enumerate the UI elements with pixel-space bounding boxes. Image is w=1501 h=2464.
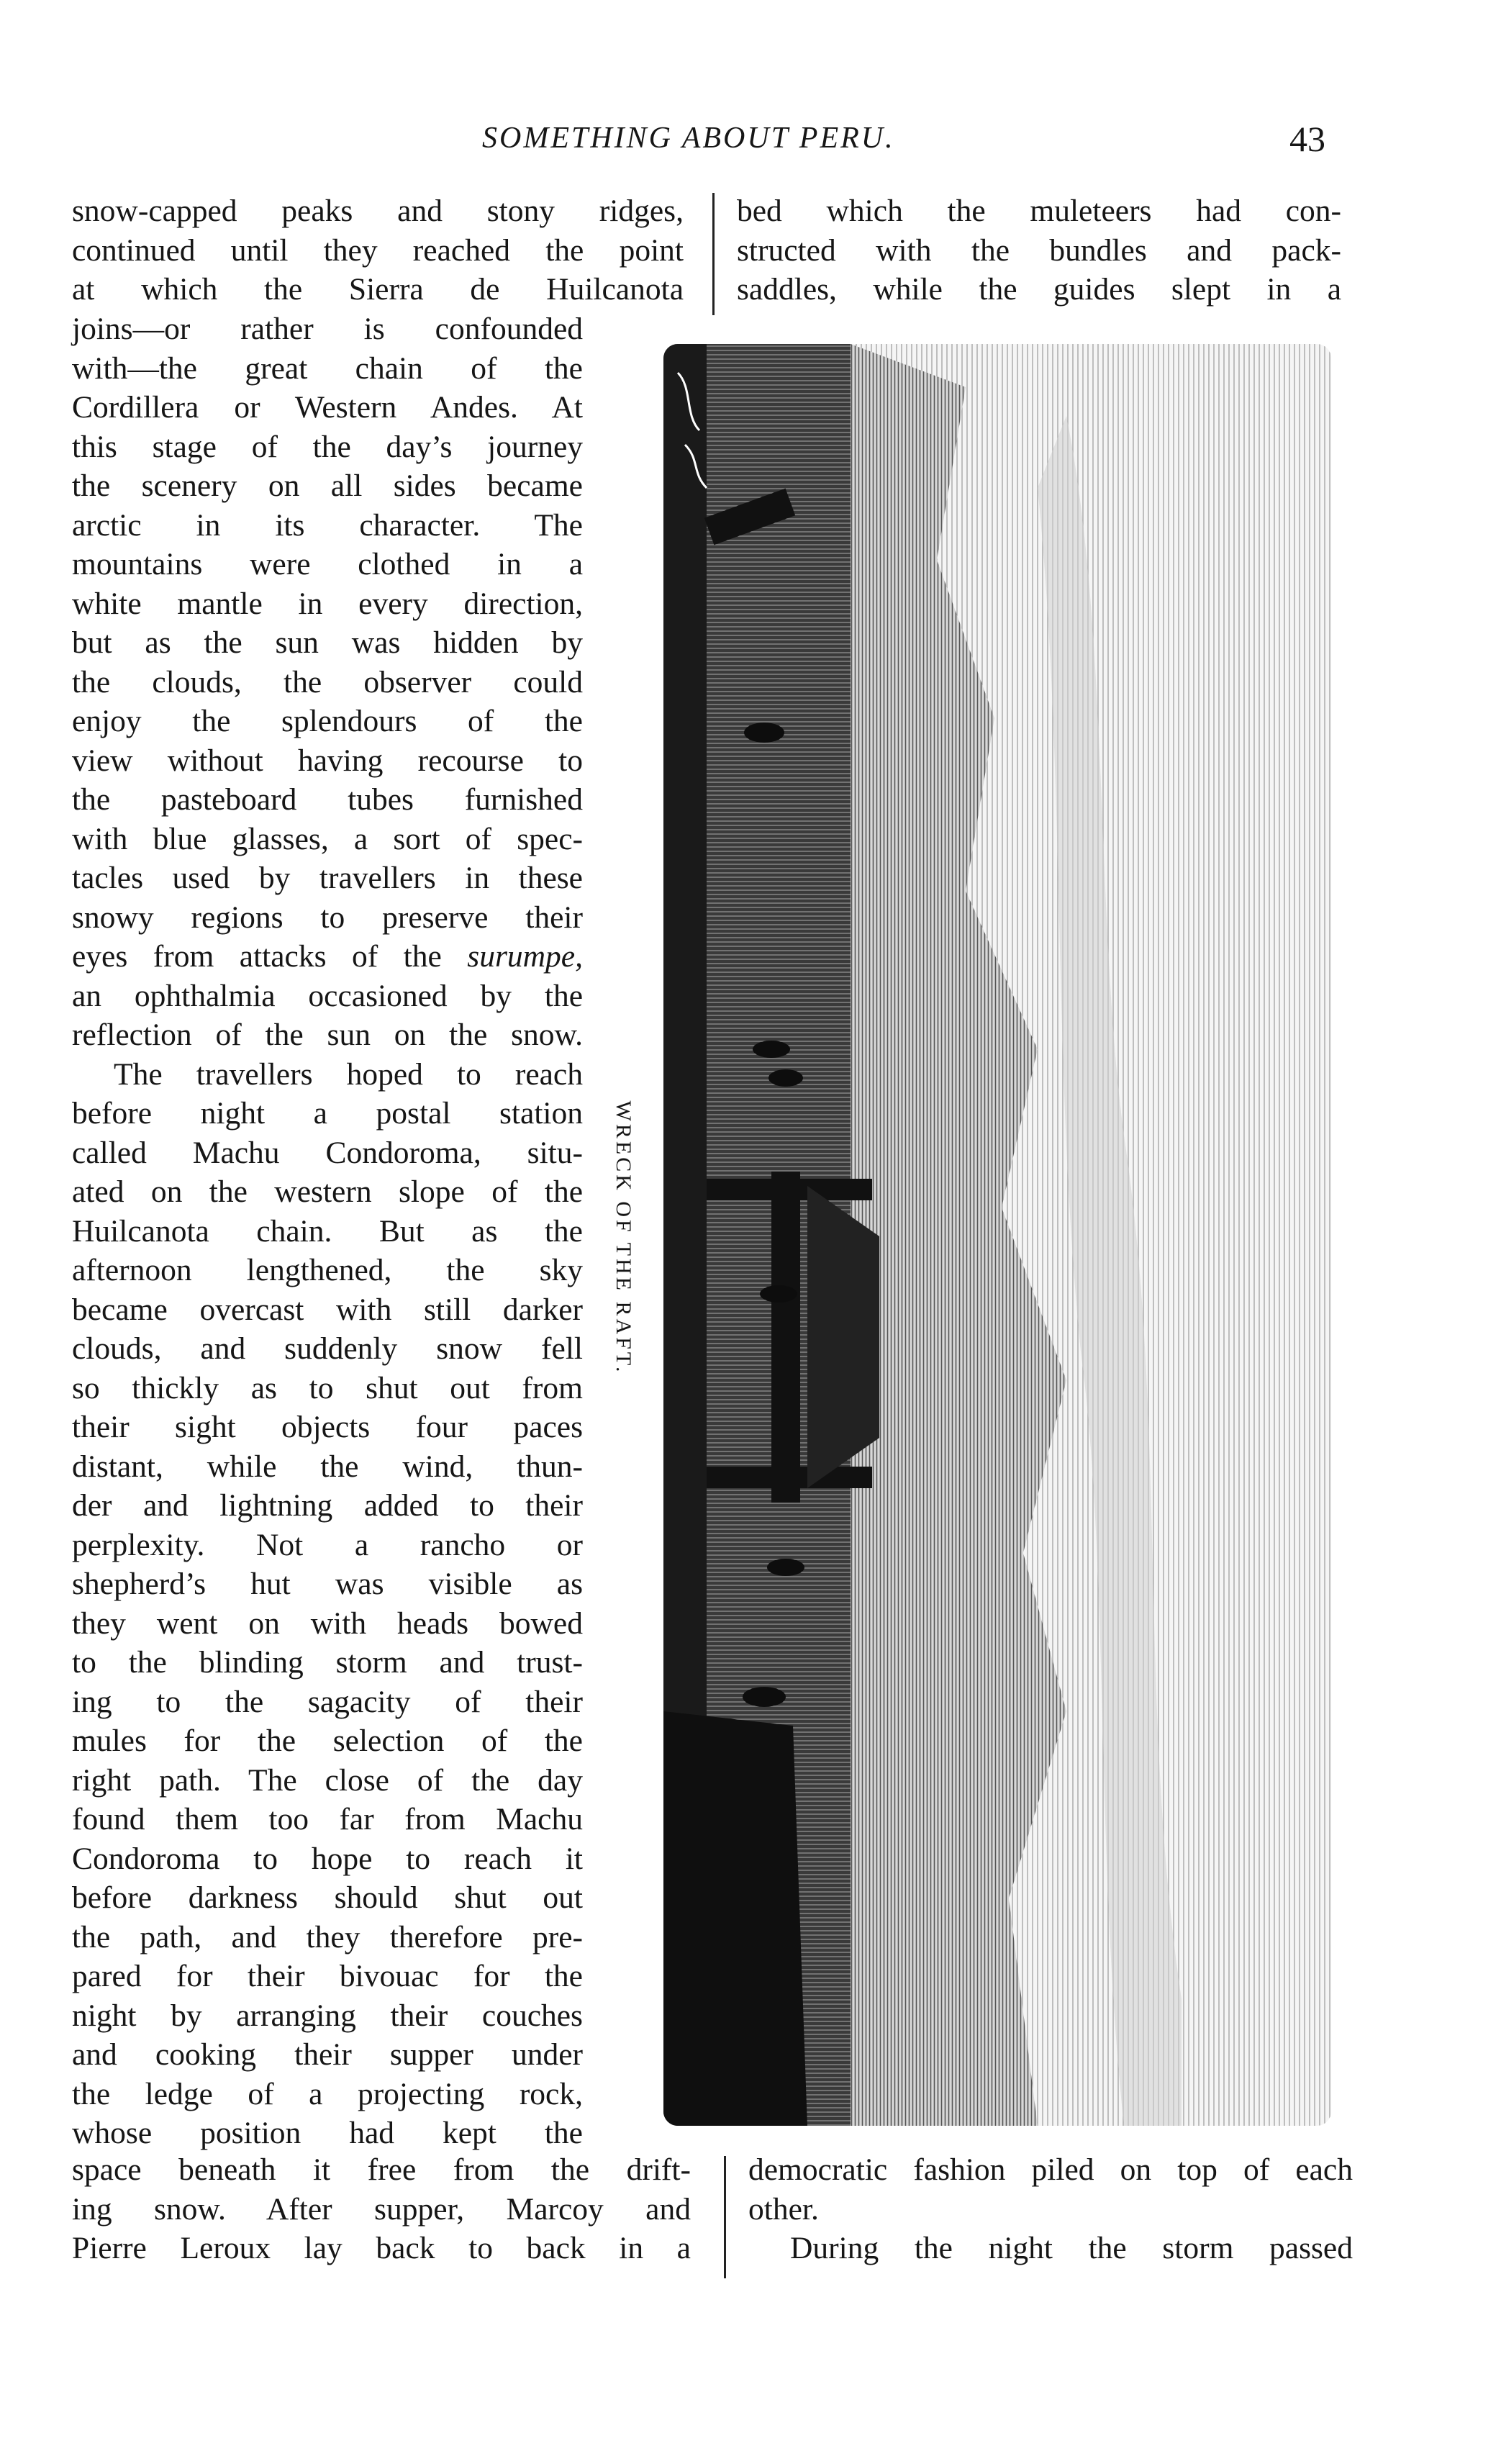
wreck-of-the-raft-engraving <box>663 344 1331 2126</box>
column-divider <box>712 193 715 315</box>
text-line: the pasteboard tubes furnished <box>72 782 583 817</box>
text-line: before darkness should shut out <box>72 1880 583 1915</box>
text-line: with blue glasses, a sort of spec- <box>72 821 583 856</box>
text-line: mountains were clothed in a <box>72 547 583 581</box>
right-column-top <box>737 191 1341 309</box>
text-line: the scenery on all sides became <box>72 468 583 503</box>
text-line: structed with the bundles and pack- <box>737 232 1341 268</box>
text-line: continued until they reached the point <box>72 232 684 268</box>
text-line: this stage of the day’s journey <box>72 429 583 464</box>
text-line: democratic fashion piled on top of each <box>748 2152 1353 2187</box>
text-line: Huilcanota chain. But as the <box>72 1213 583 1249</box>
paragraph-start-line: During the night the storm passed <box>790 2231 1353 2265</box>
text-line: night by arranging their couches <box>72 1998 583 2033</box>
left-column-top <box>72 191 684 309</box>
column-divider <box>724 2156 726 2278</box>
text-line: before night a postal station <box>72 1096 583 1131</box>
text-line: Cordillera or Western Andes. At <box>72 390 583 425</box>
text-line: ing snow. After supper, Marcoy and <box>72 2191 691 2227</box>
running-header <box>0 121 1501 164</box>
raft-canopy <box>807 1186 879 1488</box>
text-line: found them too far from Machu <box>72 1802 583 1836</box>
illustration-caption-box <box>609 1072 638 1403</box>
illustration-caption: WRECK OF THE RAFT. <box>612 1100 635 1375</box>
italic-term: surumpe, <box>467 939 583 974</box>
text-line: Pierre Leroux lay back to back in a <box>72 2231 691 2265</box>
figure <box>768 1069 803 1087</box>
text-line: they went on with heads bowed <box>72 1605 583 1641</box>
left-column-bottom <box>72 2150 691 2268</box>
text-line: arctic in its character. The <box>72 507 583 543</box>
running-title: SOMETHING ABOUT PERU. <box>482 122 895 155</box>
text-line: the path, and they therefore pre- <box>72 1919 583 1955</box>
page-number: 43 <box>1289 119 1325 159</box>
text-line: bed which the muleteers had con- <box>737 194 1341 228</box>
text-line: at which the Sierra de Huilcanota <box>72 272 684 307</box>
text-line: became overcast with still darker <box>72 1292 583 1327</box>
text-line: and cooking their supper under <box>72 2037 583 2072</box>
text-line: space beneath it free from the drift- <box>72 2152 691 2187</box>
text-line-with-italic <box>72 937 583 977</box>
text-line: but as the sun was hidden by <box>72 625 583 660</box>
text-line: so thickly as to shut out from <box>72 1370 583 1405</box>
text-line: view without having recourse to <box>72 743 583 778</box>
text-line: enjoy the splendours of the <box>72 704 583 738</box>
text-line: shepherd’s hut was visible as <box>72 1567 583 1601</box>
figure <box>753 1041 790 1058</box>
text-line: der and lightning added to their <box>72 1488 583 1523</box>
text-line: snow-capped peaks and stony ridges, <box>72 194 684 228</box>
text-line: pared for their bivouac for the <box>72 1959 583 1993</box>
text-line: the ledge of a projecting rock, <box>72 2076 583 2111</box>
text-line: reflection of the sun on the snow. <box>72 1018 583 1052</box>
text-line: right path. The close of the day <box>72 1762 583 1798</box>
foreground-rocks <box>663 1711 807 2126</box>
paragraph-start-line: The travellers hoped to reach <box>114 1056 583 1092</box>
text-line: perplexity. Not a rancho or <box>72 1527 583 1562</box>
right-column-bottom <box>748 2150 1353 2268</box>
text-line: mules for the selection of the <box>72 1724 583 1758</box>
text-line: with—the great chain of the <box>72 350 583 386</box>
text-line: clouds, and suddenly snow fell <box>72 1331 583 1366</box>
text-line: Condoroma to hope to reach it <box>72 1841 583 1876</box>
text-line: an ophthalmia occasioned by the <box>72 978 583 1013</box>
text-line: white mantle in every direction, <box>72 586 583 621</box>
text-line: ated on the western slope of the <box>72 1174 583 1209</box>
figure <box>743 1687 786 1707</box>
text-line: snowy regions to preserve their <box>72 900 583 935</box>
text-line: whose position had kept the <box>72 2116 583 2150</box>
figure <box>767 1559 804 1576</box>
raft-deck <box>771 1172 800 1503</box>
text-line-short: other. <box>748 2191 819 2227</box>
left-column-narrow <box>72 309 583 2153</box>
text-line: joins—or rather is confounded <box>72 312 583 346</box>
figure <box>744 723 784 743</box>
figure <box>760 1285 797 1303</box>
engraving-svg <box>663 344 1331 2126</box>
text-line: saddles, while the guides slept in a <box>737 272 1341 307</box>
text-line: the clouds, the observer could <box>72 664 583 699</box>
text-line: to the blinding storm and trust- <box>72 1645 583 1680</box>
text-line: distant, while the wind, thun- <box>72 1449 583 1484</box>
text-line: tacles used by travellers in these <box>72 861 583 895</box>
text-line: afternoon lengthened, the sky <box>72 1253 583 1287</box>
text-line: ing to the sagacity of their <box>72 1684 583 1719</box>
text-fragment: eyes from attacks of the <box>72 939 442 974</box>
text-line: their sight objects four paces <box>72 1410 583 1444</box>
text-line: called Machu Condoroma, situ- <box>72 1135 583 1170</box>
